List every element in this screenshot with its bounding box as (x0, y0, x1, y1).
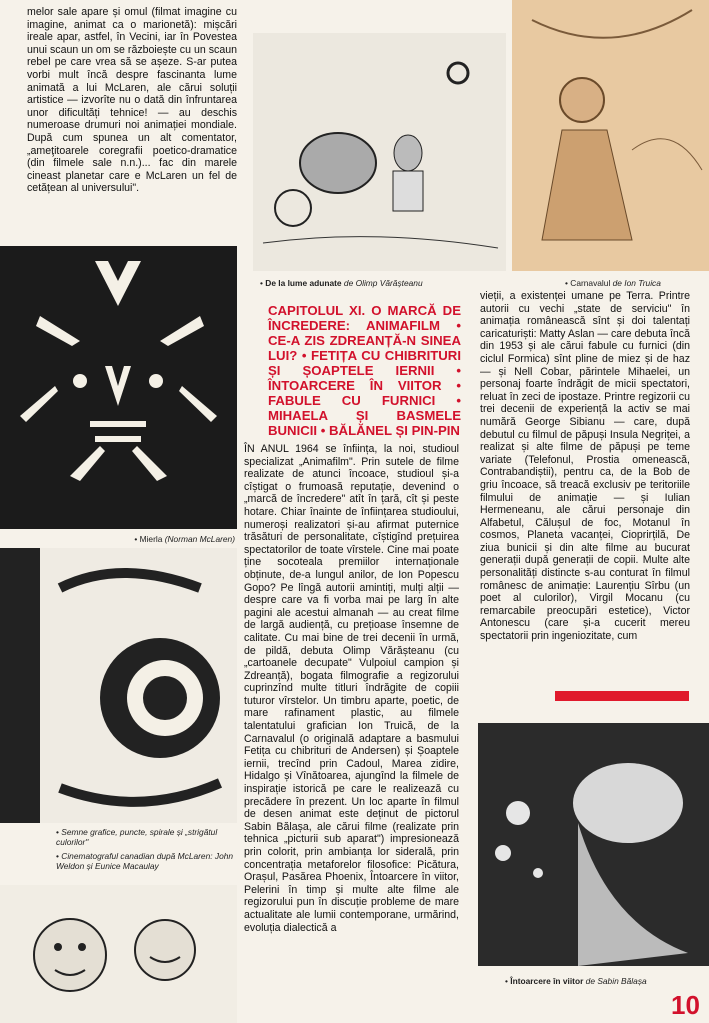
caption-semne-grafice: • Semne grafice, puncte, spirale și „strigătul culorilor" (56, 827, 218, 847)
illustration-cinema-canadian (0, 885, 237, 1023)
cartoon-faces-drawing (0, 885, 237, 1023)
caption-mierla: • Mierla (Norman McLaren) (134, 534, 235, 544)
painting-drawing (478, 723, 709, 966)
illustration-intoarcere-in-viitor (478, 723, 709, 966)
abstract-drawing (0, 548, 237, 823)
col2-body-text: ÎN ANUL 1964 se înființa, la noi, studioul specializat „Animafilm". Prin sutele de filme realizate de atunci încoace, studioul și-a cîștigat o frumoasă reputație, devenind o „marcă de încredere" atît în țară, cît și peste hotare. Chiar înainte de înființarea studioului, numeroși realizatori și-au afirmat puternice trăsături de personalitate, cîștigînd prețuirea spectatorilor de toate vîrstele. Cine mai poate ține socoteala premiilor internaționale obținute, de-a lungul anilor, de Ion Popescu Gopo? Pe lîngă autorii amintiți, mulți alții — despre care va fi vorba mai pe larg în alte pagini ale acestui almanah — au creat filme de largă audiență, cu prețioase însemne de calitate. Cu mai bine de trei decenii în urmă, de pildă, debuta Olimp Vărășteanu (cu „cartoanele decupate" Vulpoiul campion și Zdreanță), bogata filmografie a regizorului cuprinzînd multe titluri îndrăgite de copiii tuturor vîrstelor. Un timbru aparte, poetic, de mare rafinament plastic, au filmele talentatului grafician Ion Truică, de la Carnavalul (o originală adaptare a basmului Fetița cu chibrituri de Andersen) și Șoaptele iernii, trecînd prin Cadoul, Marea zidire, Hidalgo și Vînătoarea, ajungînd la filmele de inspirație istorică pe care le realizează cu precădere în prezent. Un loc aparte în filmul de desen animat este deținut de pictorul Sabin Bălașa, ale cărui filme (realizate prin tehnica „picturii sub aparat") impresionează prin colorit, prin ambianța lor siderală, prin concentrația metaforelor filosofice: Picătura, Orașul, Pasărea Phoenix, Întoarcere în viitor, Pelerini în timp și multe alte filme ale regizorului pun în discuție probleme de mare actualitate ale lumii contemporane, urmărind, evoluția dialectică a (244, 443, 459, 934)
caption-cinematograful: • Cinematograful canadian după McLaren: John Weldon și Eunice Macaulay (56, 851, 234, 871)
caption-carnavalul: • Carnavalul de Ion Truica (565, 278, 661, 288)
caption-lume-adunate: • De la lume adunate de Olimp Vărășteanu (260, 278, 423, 288)
col3-body-text: vieții, a existenței umane pe Terra. Printre autorii cu vechi „state de serviciu" în animația românească sînt și doi talentați caricaturiști: Matty Aslan — care debuta încă din 1953 și ale cărui fabule cu furnici (din ciclul Formica) sînt pline de miez și de haz — și Nell Cobar, părintele Mihaelei, un personaj foarte îndrăgit de micii spectatori, reluat în zeci de ipostaze. Printre regizorii cu trei decenii de experiență la activ se mai numără George Sibianu — care, după debutul cu filmul de păpuși Insula Negriței, a realizat și alte filme de păpuși pe teme variate (Telefonul, Prostia omenească, Contrabandiștii), pentru ca, de la Bob de griu încoace, să treacă exclusiv pe teritoriile filmului de animație — și Iulian Hermeneanu, ale cărui personaje din Alfabetul, Călușul de foc, Motanul în cosmos, Planeta vacanței, Cioprirțilă, De ziua bunicii și din alte filme au bucurat generații după generații de copii. Multe alte personalități distincte s-au conturat în filmul românesc de animație: Laurențiu Sîrbu (un poet al culorilor), Virgil Mocanu (cu remarcabile preocupări estetice), Victor Antonescu (care și-a cucerit mereu spectatorii prin ingeniozitate, cum (480, 290, 690, 643)
illustration-semne-grafice (0, 548, 237, 823)
carnival-drawing (512, 0, 709, 271)
col1-top-text: melor sale apare și omul (filmat imagine cu imagine, animat ca o marionetă): mișcări ireale apar, astfel, în Vecini, iar în Povestea unui scaun un om se războiește cu un scaun rebel pe care vrea să se așeze. S-ar putea vorbi mult încă despre fascinanta lume animată a lui McLaren, ale cărui soluții artistice — izvorîte nu o dată din înfruntarea unor dificultăți tehnice! — au deschis numeroase drumuri noi animației mondiale. După cum spunea un alt comentator, „ameţitoarele coregrafii poetico-dramatice (din filmele sale n.n.)... fac din marele cineast planetar care e McLaren un fel de cetățean al universului". (27, 6, 237, 195)
red-divider-bar (555, 691, 689, 701)
page-number: 10 (671, 990, 700, 1020)
bird-drawing (0, 246, 237, 529)
chapter-heading: CAPITOLUL XI. O MARCĂ DE ÎNCREDERE: ANIMAFILM • CE-A ZIS ZDREANȚĂ-N SINEA LUI? • FETIȚA CU CHIBRITURI ȘI ȘOAPTELE IERNII • ÎNTOARCERE ÎN VIITOR • FABULE CU FURNICI • MIHAELA ȘI BASMELE BUNICII • BĂLĂNEL ȘI PIN-PIN (268, 303, 461, 438)
illustration-mierla (0, 246, 237, 529)
caption-intoarcere: • Întoarcere în viitor de Sabin Bălașa (505, 976, 647, 986)
illustration-lume-adunate (253, 33, 506, 271)
cartoon-drawing (253, 33, 506, 271)
illustration-carnavalul (512, 0, 709, 271)
